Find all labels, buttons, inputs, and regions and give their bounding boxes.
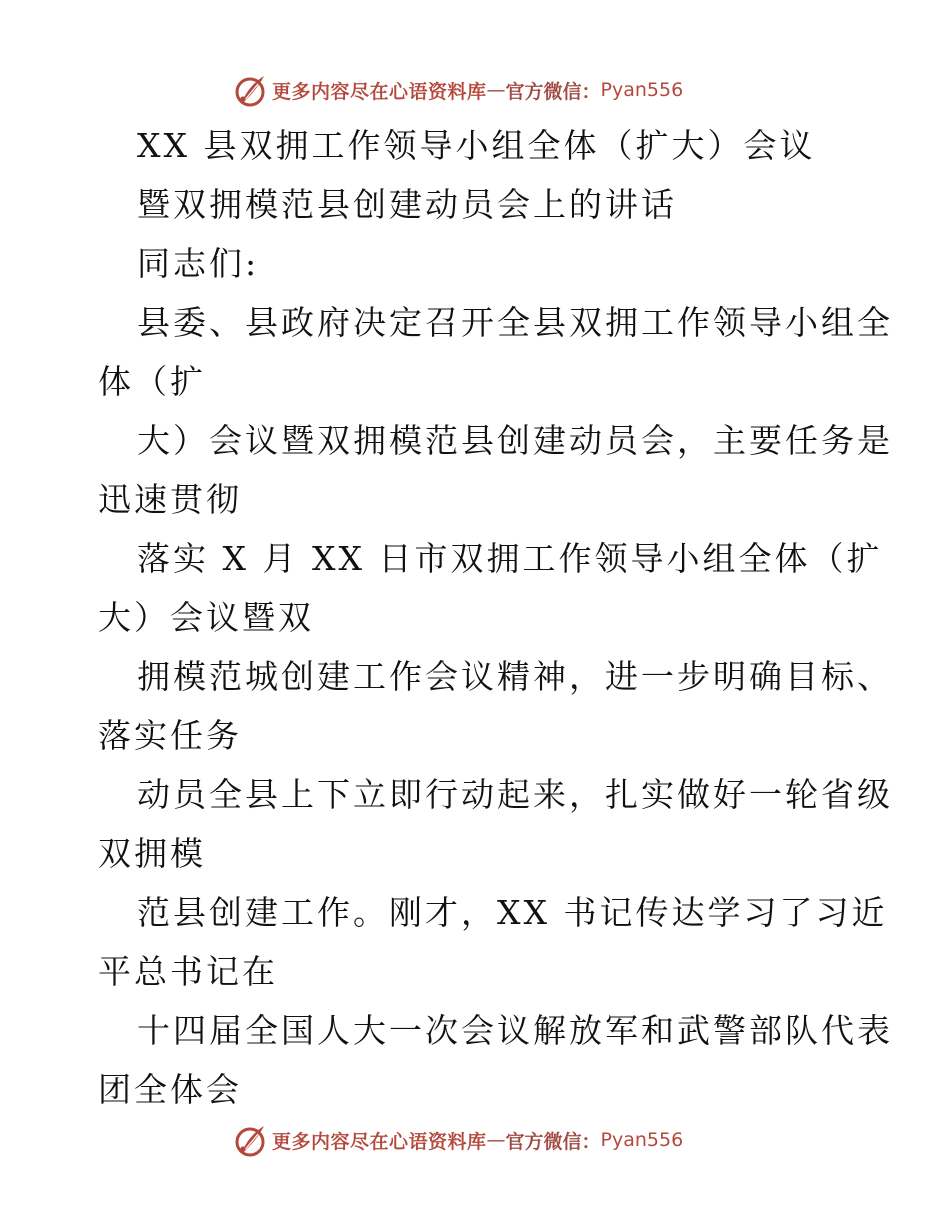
watermark-account-id: Pyan556: [600, 1129, 684, 1151]
header-watermark: [232, 72, 683, 108]
paragraph-line: 十四届全国人大一次会议解放军和武警部队代表: [137, 1011, 893, 1050]
watermark-label: 官方微信：: [505, 1130, 601, 1153]
watermark-label: 官方微信：: [505, 80, 601, 103]
paragraph-line: 迅速贯彻: [98, 480, 242, 519]
paragraph-line: 范县创建工作。刚才，XX 书记传达学习了习近: [137, 893, 888, 932]
paragraph-line: 县委、县政府决定召开全县双拥工作领导小组全: [137, 303, 893, 342]
watermark-separator: —: [486, 1129, 506, 1151]
watermark-brand-text: 更多内容尽在心语资料库: [272, 1130, 487, 1153]
paragraph-line: 平总书记在: [98, 952, 278, 991]
feather-pen-logo-icon: [232, 72, 268, 108]
paragraph-line: 团全体会: [98, 1070, 242, 1109]
paragraph-line: 动员全县上下立即行动起来，扎实做好一轮省级: [137, 775, 893, 814]
paragraph-line: 双拥模: [98, 834, 206, 873]
watermark-account-id: Pyan556: [600, 79, 684, 101]
footer-watermark: [232, 1122, 683, 1158]
salutation: 同志们:: [137, 244, 260, 283]
paragraph-line: 大）会议暨双拥模范县创建动员会，主要任务是: [137, 421, 893, 460]
feather-pen-logo-icon: [232, 1122, 268, 1158]
paragraph-line: 体（扩: [98, 362, 206, 401]
watermark-brand-text: 更多内容尽在心语资料库: [272, 80, 487, 103]
document-title-line-2: 暨双拥模范县创建动员会上的讲话: [137, 185, 677, 224]
watermark-separator: —: [486, 79, 506, 101]
paragraph-line: 拥模范城创建工作会议精神，进一步明确目标、: [137, 657, 893, 696]
document-title-line-1: XX 县双拥工作领导小组全体（扩大）会议: [137, 126, 816, 165]
paragraph-line: 落实 X 月 XX 日市双拥工作领导小组全体（扩: [137, 539, 883, 578]
paragraph-line: 落实任务: [98, 716, 242, 755]
paragraph-line: 大）会议暨双: [98, 598, 314, 637]
